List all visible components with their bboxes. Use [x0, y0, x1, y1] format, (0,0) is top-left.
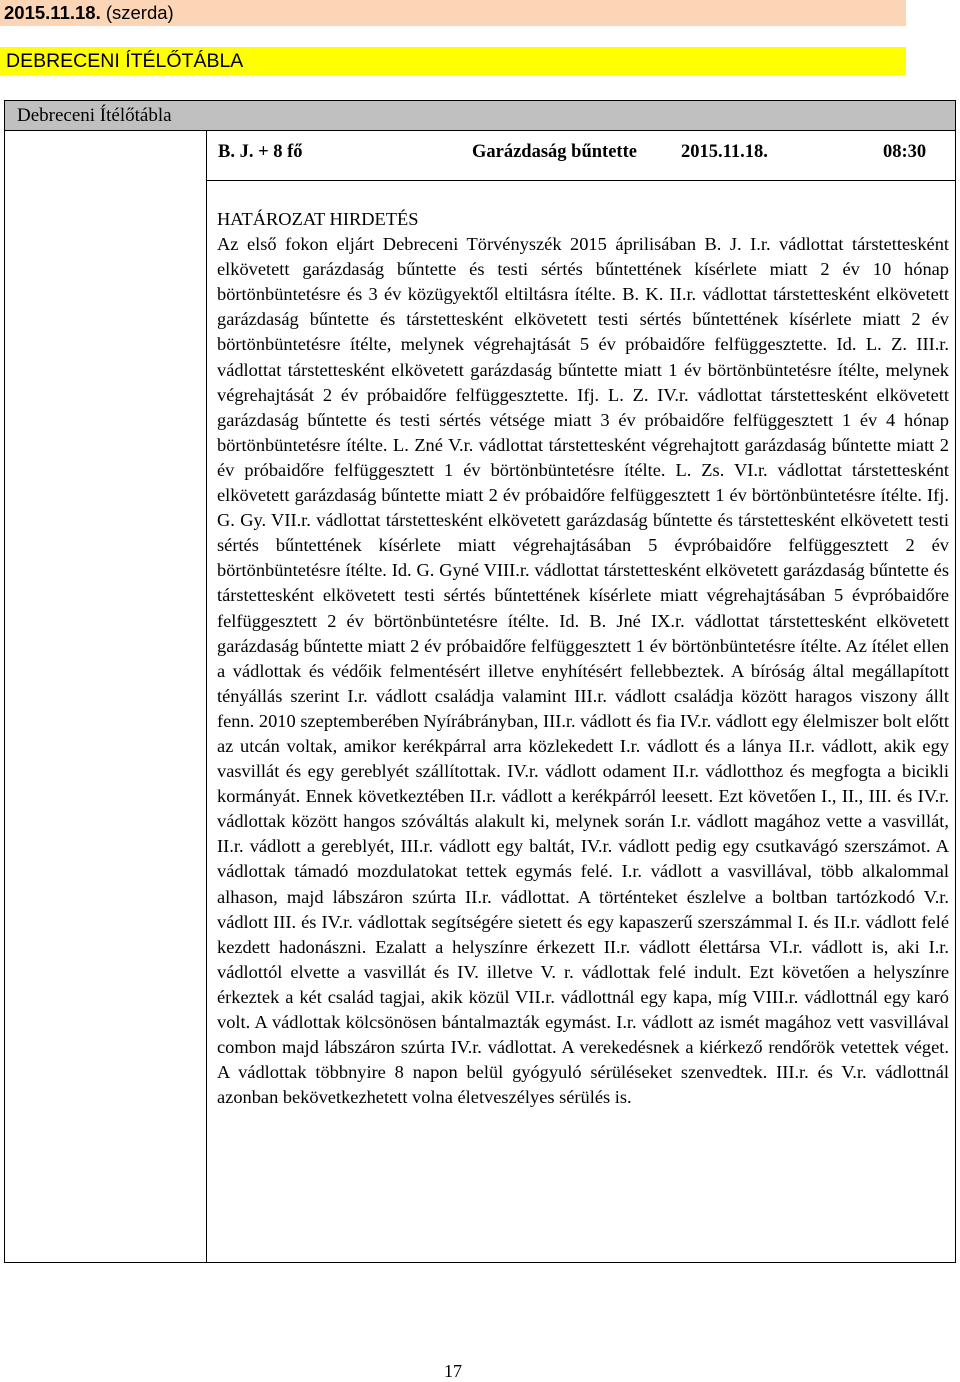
court-title-bar — [0, 47, 906, 75]
announcement-text: Az első fokon eljárt Debreceni Törvényszék 2015 áprilisában B. J. I.r. vádlottat társtettesként elkövetett garázdaság bűntette és testi sértés bűntettének kísérlete miatt 2 év 10 hónap börtönbüntetésre és 3 év közügyektől eltiltásra ítélte. B. K. II.r. vádlottat társtettesként elkövetett garázdaság bűntette és társtettesként elkövetett testi sértés bűntettének kísérlete miatt 2 év börtönbüntetésre ítélte, melynek végrehajtását 5 év próbaidőre felfüggesztette. Id. L. Z. III.r. vádlottat társtettesként elkövetett garázdaság bűntette miatt 1 év börtönbüntetésre ítélte, melynek végrehajtását 2 év próbaidőre felfüggesztette. Ifj. L. Z. IV.r. vádlottat társtettesként elkövetett garázdaság bűntette és testi sértés vétsége miatt 3 év próbaidőre felfüggesztett 1 év 4 hónap börtönbüntetésre ítélte. L. Zné V.r. vádlottat társtettesként végrehajtott garázdaság bűntette miatt 2 év próbaidőre felfüggesztett 1 év börtönbüntetésre ítélte. L. Zs. VI.r. vádlottat társtettesként elkövetett garázdaság bűntette miatt 2 év próbaidőre felfüggesztett 1 év börtönbüntetésre ítélte. Ifj. G. Gy. VII.r. vádlottat társtettesként elkövetett garázdaság bűntette és társtettesként elkövetett testi sértés bűntettének kísérlete miatt végrehajtásában 5 évpróbaidőre felfüggesztett 2 év börtönbüntetésre ítélte. Id. G. Gyné VIII.r. vádlottat társtettesként elkövetett garázdaság bűntette és társtettesként elkövetett testi sértés bűntettének kísérlete miatt végrehajtásában 5 évpróbaidőre felfüggesztett 2 év börtönbüntetésre ítélte. Id. B. Jné IX.r. vádlottat társtettesként elkövetett garázdaság bűntette miatt 2 év próbaidőre felfüggesztett 1 év börtönbüntetésre ítélte. Az ítélet ellen a vádlottak és védőik felmentésért illetve enyhítésért fellebbeztek. A bíróság által megállapított tényállás szerint I.r. vádlott családja valamint III.r. vádlott családja között haragos viszony állt fenn. 2010 szeptemberében Nyírábrányban, III.r. vádlott és fia IV.r. vádlott egy élelmiszer bolt előtt az utcán voltak, amikor kerékpárral arra közlekedett I.r. vádlott és a lánya II.r. vádlott, akik egy vasvillát és egy gereblyét szállítottak. IV.r. vádlott odament II.r. vádlotthoz és megfogta a bicikli kormányát. Ennek következtében II.r. vádlott a kerékpárról leesett. Ezt követően I., II., III. és IV.r. vádlottak között hangos szóváltás alakult ki, melynek során I.r. vádlott magához vette a vasvillát, II.r. vádlott a gereblyét, III.r. vádlott egy baltát, IV.r. vádlott pedig egy csutkavágó szerszámot. A vádlottak támadó mozdulatokat tettek egymás felé. I.r. vádlott a vasvillával, több alkalommal alhason, majd lábszáron szúrta II.r. vádlottat. A történteket észlelve a boltban tartózkodó V.r. vádlott III. és IV.r. vádlottak segítségére sietett és egy kapaszerű szerszámmal I. és II.r. vádlott felé kezdett hadonászni. Ezalatt a helyszínre érkezett II.r. vádlott élettársa VI.r. vádlott is, aki I.r. vádlottól elvette a vasvillát és IV. illetve V. r. vádlottak felé indult. Ezt követően a helyszínre érkeztek a két család tagjai, akik közül VII.r. vádlottnál egy kapa, míg VIII.r. vádlottnál egy karó volt. A vádlottak kölcsönösen bántalmazták egymást. I.r. vádlott az ismét magához vett vasvillával combon majd lábszáron szúrta IV.r. vádlottat. A verekedésnek a kiérkező rendőrök vetettek véget. A vádlottak többnyire 8 napon belül gyógyuló sérüléseket szenvedtek. III.r. és V.r. vádlottnál azonban bekövetkezhetett volna életveszélyes sérülés is. — [217, 234, 949, 1108]
case-offense: Garázdaság bűntette — [472, 142, 637, 162]
table-left-column — [4, 130, 207, 1263]
table-header — [4, 100, 956, 131]
case-defendant: B. J. + 8 fő — [218, 142, 303, 162]
announcement-heading: HATÁROZAT HIRDETÉS — [217, 209, 419, 229]
page-number: 17 — [444, 1361, 462, 1381]
date-text: 2015.11.18. — [4, 2, 101, 23]
date-bar — [0, 0, 906, 26]
weekday-text: (szerda) — [105, 2, 174, 23]
case-row — [207, 130, 956, 181]
table-court-name: Debreceni Ítélőtábla — [17, 105, 172, 126]
court-title: DEBRECENI ÍTÉLŐTÁBLA — [6, 50, 244, 72]
case-date: 2015.11.18. — [681, 142, 768, 162]
case-time: 08:30 — [883, 142, 927, 162]
announcement-body — [217, 207, 949, 1110]
